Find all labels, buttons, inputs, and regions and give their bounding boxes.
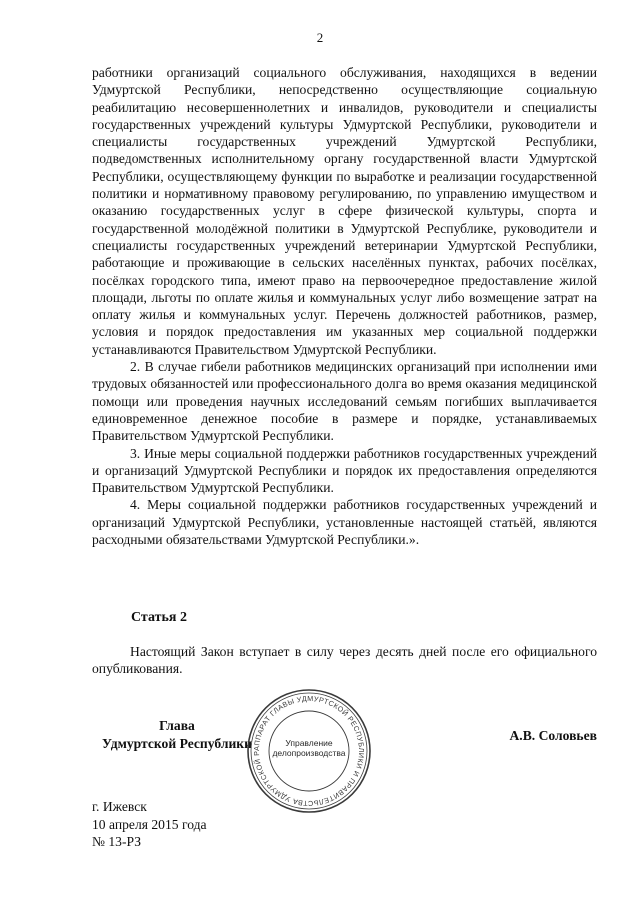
- seal-ring-text: АППАРАТ ГЛАВЫ УДМУРТСКОЙ РЕСПУБЛИКИ И ПРАВИТЕЛЬСТВА УДМУРТСКОЙ Р: [251, 693, 367, 809]
- seal-center-text: [246, 738, 372, 758]
- paragraph-item-3: 3. Иные меры социальной поддержки работников государственных учреждений и организаций Удмуртской Республики и порядок их предоставления определяются Правительством Удмуртской Республики.: [92, 445, 597, 496]
- signatory-name: А.В. Соловьев: [509, 728, 597, 743]
- signatory-title-line2: Удмуртской Республики: [102, 736, 252, 751]
- article-text: Настоящий Закон вступает в силу через десять дней после его официального опубликования.: [92, 644, 597, 677]
- seal-center-line2: делопроизводства: [272, 748, 346, 758]
- signatory-title-line1: Глава: [159, 718, 195, 733]
- date: 10 апреля 2015 года: [92, 816, 207, 832]
- seal-center-line1: Управление: [285, 738, 333, 748]
- paragraph-item-2: 2. В случае гибели работников медицинских организаций при исполнении ими трудовых обязанностей или профессионального долга во время оказания медицинской помощи или проведения научных исследований семьям погибших выплачивается единовременное денежное пособие в размере и порядке, устанавливаемых Правительством Удмуртской Республики.: [92, 359, 597, 444]
- official-seal: [246, 688, 372, 814]
- city: г. Ижевск: [92, 799, 147, 814]
- law-text-body: [92, 64, 597, 548]
- paragraph-continuation: работники организаций социального обслуживания, находящихся в ведении Удмуртской Республики, непосредственно осуществляющие социальную реабилитацию несовершеннолетних и инвалидов, руководители и специалисты государственных учреждений культуры Удмуртской Республики, руководители и специалисты государственных учреждений Удмуртской Республики, подведомственных исполнительному органу государственной власти Удмуртской Республики, осуществляющему функции по выработке и реализации государственной политики и нормативному правовому регулированию, по управлению имуществом и оказанию государственных услуг в сфере физической культуры, спорта и государственной молодёжной политики в Удмуртской Республике, руководители и специалисты государственных учреждений ветеринарии Удмуртской Республики, работающие и проживающие в сельских населённых пунктах, рабочих посёлках, посёлках городского типа, имеют право на первоочередное предоставление жилой площади, льготы по оплате жилья и коммунальных услуг либо возмещение затрат на оплату жилья и коммунальных услуг. Перечень должностей работников, размер, условия и порядок предоставления им указанных мер социальной поддержки устанавливаются Правительством Удмуртской Республики.: [92, 65, 597, 357]
- article-heading: Статья 2: [131, 610, 187, 625]
- page-number: 2: [316, 30, 324, 45]
- place-and-date: [92, 798, 207, 851]
- paragraph-item-4: 4. Меры социальной поддержки работников государственных учреждений и организаций Удмуртской Республики, установленные настоящей статьёй, являются расходными обязательствами Удмуртской Республики.».: [92, 497, 597, 548]
- law-number: № 13-РЗ: [92, 834, 142, 849]
- signatory-title: [92, 717, 262, 753]
